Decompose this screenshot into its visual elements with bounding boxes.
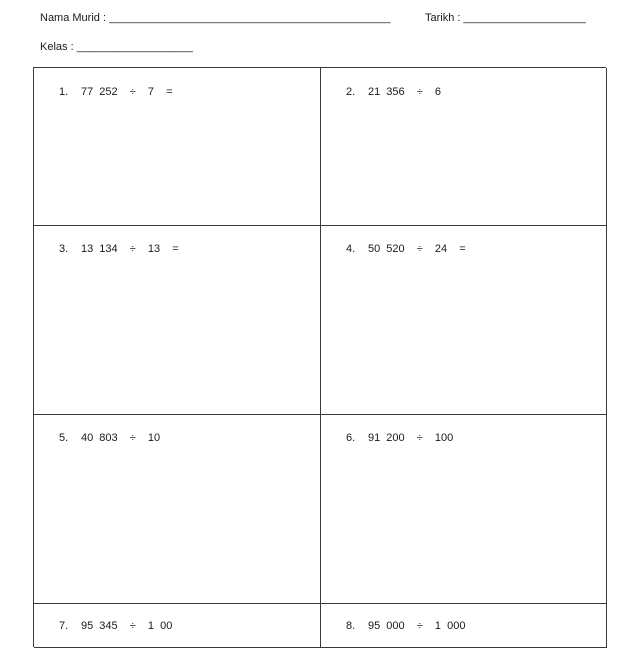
question-cell-7: [34, 604, 321, 648]
question-number: 1.: [59, 86, 69, 98]
date-line: Tarikh : ____________________: [425, 12, 586, 24]
question-expression: 77 252 ÷ 7 =: [81, 86, 173, 98]
class-line: Kelas : ___________________: [40, 41, 193, 53]
question-5: [59, 432, 160, 444]
question-7: [59, 620, 172, 632]
question-cell-8: [321, 604, 607, 648]
question-cell-6: [321, 415, 607, 604]
question-expression: 95 000 ÷ 1 000: [368, 620, 466, 632]
question-cell-1: [34, 68, 321, 226]
question-cell-3: [34, 226, 321, 415]
question-2: [346, 86, 441, 98]
question-4: [346, 243, 466, 255]
question-8: [346, 620, 465, 632]
question-expression: 95 345 ÷ 1 00: [81, 620, 173, 632]
student-name-line: Nama Murid : ______________________________________________: [40, 12, 391, 24]
question-expression: 21 356 ÷ 6: [368, 86, 442, 98]
question-number: 5.: [59, 432, 69, 444]
question-number: 2.: [346, 86, 356, 98]
question-cell-4: [321, 226, 607, 415]
question-number: 8.: [346, 620, 356, 632]
question-expression: 13 134 ÷ 13 =: [81, 243, 179, 255]
question-expression: 50 520 ÷ 24 =: [368, 243, 466, 255]
question-6: [346, 432, 453, 444]
question-expression: 40 803 ÷ 10: [81, 432, 161, 444]
question-1: [59, 86, 173, 98]
question-grid: [33, 67, 606, 647]
question-cell-5: [34, 415, 321, 604]
question-cell-2: [321, 68, 607, 226]
question-expression: 91 200 ÷ 100: [368, 432, 454, 444]
question-number: 4.: [346, 243, 356, 255]
question-number: 7.: [59, 620, 69, 632]
question-number: 6.: [346, 432, 356, 444]
question-number: 3.: [59, 243, 69, 255]
question-3: [59, 243, 179, 255]
